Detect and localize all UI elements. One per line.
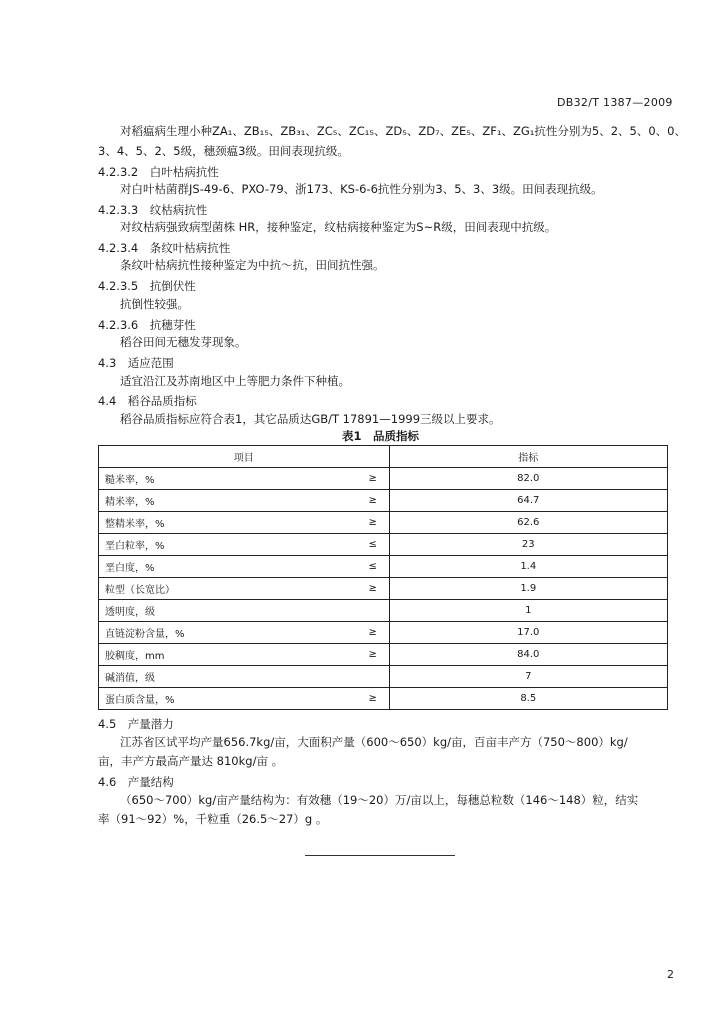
row-comparison-symbol: ≥ [357,468,389,490]
quality-index-table [98,445,668,710]
row-comparison-symbol: ≤ [357,534,389,556]
row-comparison-symbol: ≥ [357,622,389,644]
row-comparison-symbol: ≥ [357,644,389,666]
row-index-value: 1.4 [389,556,667,578]
row-index-value: 84.0 [389,644,667,666]
row-item-name: 整精米率，% [99,512,357,534]
table-row [99,644,668,666]
row-comparison-symbol: ≥ [357,578,389,600]
table-row [99,622,668,644]
section-heading: 4.2.3.2 白叶枯病抗性 [98,165,219,179]
row-item-name: 垩白粒率，% [99,534,357,556]
row-comparison-symbol: ≥ [357,688,389,710]
row-index-value: 64.7 [389,490,667,512]
row-item-name: 直链淀粉含量，% [99,622,357,644]
table-row [99,688,668,710]
row-index-value: 82.0 [389,468,667,490]
row-comparison-symbol: ≥ [357,512,389,534]
table-row [99,600,668,622]
section-heading: 4.2.3.6 抗穗芽性 [98,318,196,332]
paragraph-line: 对纹枯病强致病型菌株 HR，接种鉴定，纹枯病接种鉴定为S~R级，田间表现中抗级。 [120,220,557,234]
paragraph-line: 抗倒性较强。 [120,297,189,311]
paragraph-line: 稻谷田间无穗发芽现象。 [120,335,247,349]
row-item-name: 糙米率，% [99,468,357,490]
row-index-value: 7 [389,666,667,688]
paragraph-line: 3、4、5、2、5级，穗颈瘟3级。田间表现抗级。 [98,144,349,158]
row-index-value: 1.9 [389,578,667,600]
section-heading: 4.2.3.5 抗倒伏性 [98,279,196,293]
paragraph-line: 适宜沿江及苏南地区中上等肥力条件下种植。 [120,374,350,388]
paragraph-line: 率（91～92）%，千粒重（26.5～27）g 。 [98,812,328,826]
row-comparison-symbol [357,600,389,622]
row-item-name: 透明度，级 [99,600,357,622]
row-item-name: 垩白度，% [99,556,357,578]
document-header: DB32/T 1387—2009 [557,96,673,109]
row-index-value: 62.6 [389,512,667,534]
table-row [99,534,668,556]
table-row [99,578,668,600]
paragraph-line: 条纹叶枯病抗性接种鉴定为中抗～抗，田间抗性强。 [120,258,385,272]
table-header-row [99,446,668,468]
paragraph-line: （650～700）kg/亩产量结构为：有效穗（19～20）万/亩以上，每穗总粒数（146～148）粒，结实 [120,793,639,807]
page-number: 2 [667,968,674,981]
table-row [99,666,668,688]
section-heading: 4.5 产量潜力 [98,717,174,731]
row-item-name: 胶稠度，mm [99,644,357,666]
section-heading: 4.2.3.3 纹枯病抗性 [98,203,208,217]
row-comparison-symbol: ≥ [357,490,389,512]
row-index-value: 17.0 [389,622,667,644]
row-comparison-symbol [357,666,389,688]
paragraph-line: 对稻瘟病生理小种ZA₁、ZB₁₅、ZB₃₁、ZC₅、ZC₁₅、ZD₅、ZD₇、ZE₅、ZF₁、ZG₁抗性分别为5、2、5、0、0、 [120,124,687,138]
table-row [99,468,668,490]
section-heading: 4.3 适应范围 [98,356,174,370]
paragraph-line: 对白叶枯菌群JS-49-6、PXO-79、浙173、KS-6-6抗性分别为3、5、3、3级。田间表现抗级。 [120,182,603,196]
row-item-name: 蛋白质含量，% [99,688,357,710]
paragraph-line: 亩，丰产方最高产量达 810kg/亩 。 [98,754,284,768]
section-heading: 4.6 产量结构 [98,775,174,789]
table-row [99,490,668,512]
table-caption: 表1 品质指标 [342,429,420,443]
paragraph-line: 稻谷品质指标应符合表1，其它品质达GB/T 17891—1999三级以上要求。 [120,412,501,426]
row-comparison-symbol: ≤ [357,556,389,578]
section-heading: 4.2.3.4 条纹叶枯病抗性 [98,241,231,255]
row-index-value: 23 [389,534,667,556]
row-index-value: 1 [389,600,667,622]
row-item-name: 精米率，% [99,490,357,512]
column-header-item: 项目 [99,446,390,468]
row-item-name: 粒型（长宽比） [99,578,357,600]
paragraph-line: 江苏省区试平均产量656.7kg/亩，大面积产量（600～650）kg/亩，百亩丰产方（750～800）kg/ [120,735,628,749]
end-rule [305,855,455,856]
section-heading: 4.4 稻谷品质指标 [98,394,197,408]
row-index-value: 8.5 [389,688,667,710]
table-row [99,556,668,578]
table-row [99,512,668,534]
column-header-index: 指标 [389,446,667,468]
row-item-name: 碱消值，级 [99,666,357,688]
